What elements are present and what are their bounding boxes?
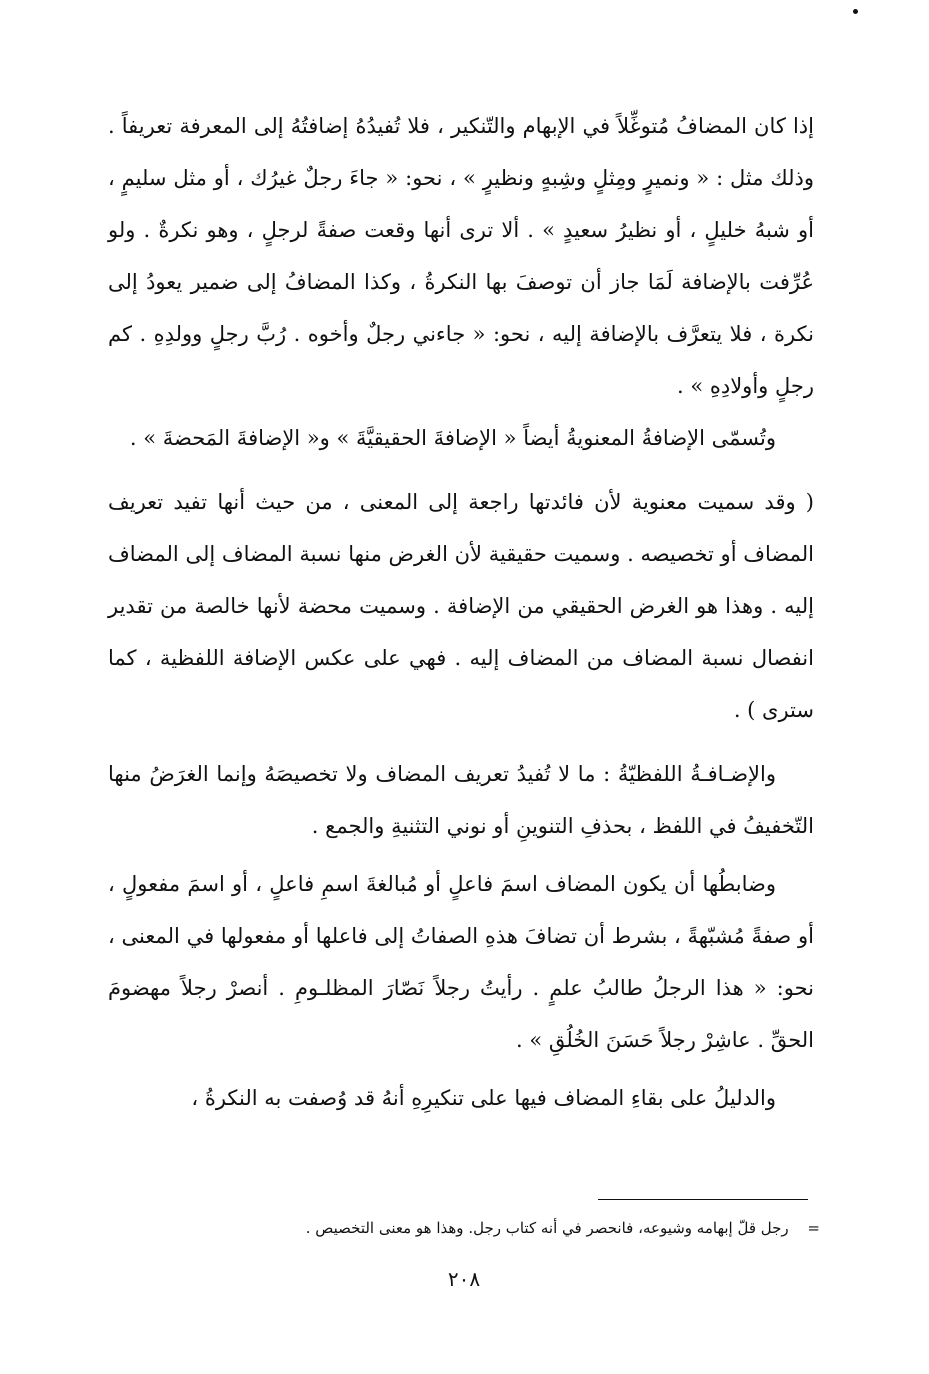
paragraph-6: والدليلُ على بقاءِ المضاف فيها على تنكيرِهِ أنهُ قد وُصفت به النكرةُ ، [191,1086,776,1110]
footnote-separator [598,1199,808,1200]
paragraph-4: والإضـافـةُ اللفظيّةُ : ما لا تُفيدُ تعريف المضاف ولا تخصيصَهُ وإنما الغرَضُ منها التّخفيفُ في اللفظ ، بحذفِ التنوينِ أو نوني التثنيةِ والجمع . [108,762,814,838]
paragraph-1: إذا كان المضافُ مُتوغِّلاً في الإبهام والتّنكير ، فلا تُفيدُهُ إضافتُهُ إلى المعرفة تعريفاً . وذلك مثل : « ونميرٍ ومِثلٍ وشِبهٍ ونظيرٍ » ، نحو: « جاءَ رجلٌ غيرُك ، أو مثل سليمٍ ، أو شبهُ خليلٍ ، أو نظيرُ سعيدٍ » . ألا ترى أنها وقعت صفةً لرجلٍ ، وهو نكرةٌ . ولو عُرِّفت بالإضافة لَمَا جاز أن توصفَ بها النكرةُ ، وكذا المضافُ إلى ضمير يعودُ إلى نكرة ، فلا يتعرَّف بالإضافة إليه ، نحو: « جاءني رجلٌ وأخوه . رُبَّ رجلٍ وولدِهِ . كم رجلٍ وأولادِهِ » . [108,114,814,398]
paragraph-2: وتُسمّى الإضافةُ المعنويةُ أيضاً « الإضافةَ الحقيقيَّةَ » و« الإضافةَ المَحضةَ » . [129,426,776,450]
page-number: ٢٠٨ [447,1267,481,1291]
footnote-text: رجل قلّ إبهامه وشيوعه، فانحصر في أنه كتاب رجل. وهذا هو معنى التخصيص . [305,1219,789,1237]
paragraph-5: وضابطُها أن يكون المضاف اسمَ فاعلٍ أو مُبالغةَ اسمِ فاعلٍ ، أو اسمَ مفعولٍ ، أو صفةً مُشبّهةً ، بشرط أن تضافَ هذهِ الصفاتُ إلى فاعلها أو مفعولها في المعنى ، نحو: « هذا الرجلُ طالبُ علمٍ . رأيتُ رجلاً نَصّارَ المظلـومِ . أنصرْ رجلاً مهضومَ الحقِّ . عاشِرْ رجلاً حَسَنَ الخُلُقِ » . [108,872,814,1052]
paragraph-3: ( وقد سميت معنوية لأن فائدتها راجعة إلى المعنى ، من حيث أنها تفيد تعريف المضاف أو تخصيصه . وسميت حقيقية لأن الغرض منها نسبة المضاف إلى المضاف إليه . وهذا هو الغرض الحقيقي من الإضافة . وسميت محضة لأنها خالصة من تقدير انفصال نسبة المضاف من المضاف إليه . فهي على عكس الإضافة اللفظية ، كما سترى ) . [108,490,814,722]
footnote-mark: = [807,1219,820,1237]
ink-dot [853,9,858,14]
footnote [230,1216,820,1240]
main-text [108,100,814,1124]
